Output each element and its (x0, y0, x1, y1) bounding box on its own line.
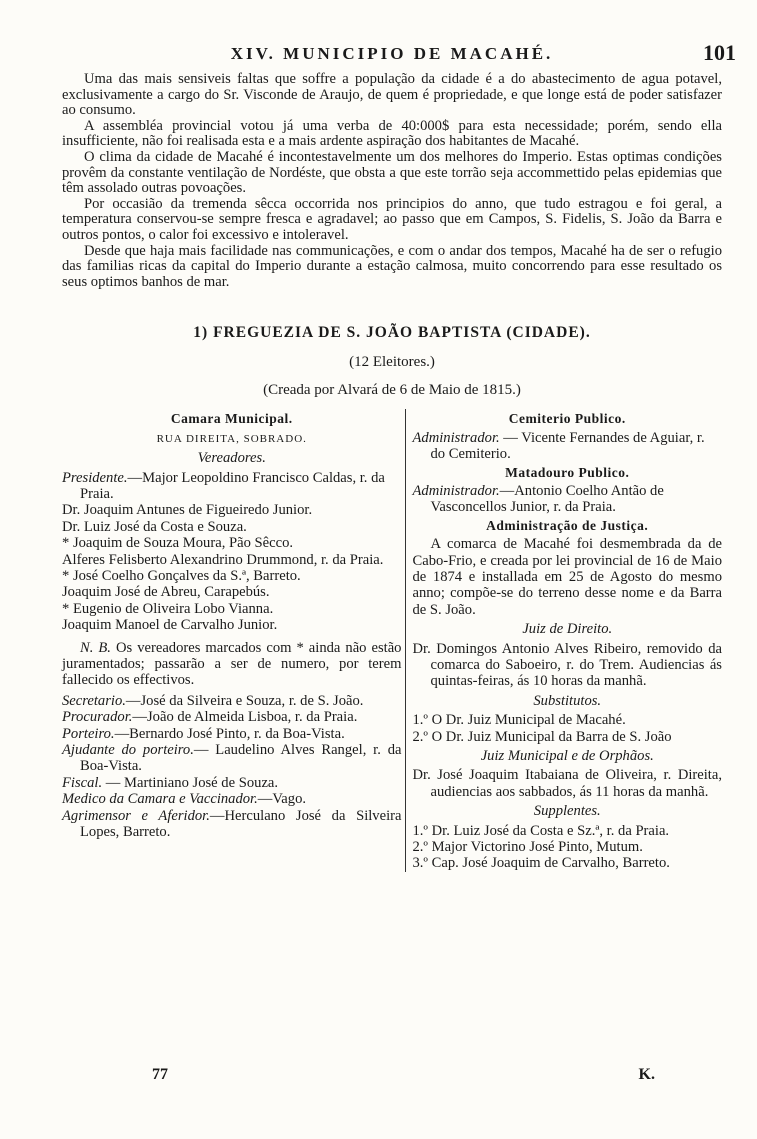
supplente-entry: 1.º Dr. Luiz José da Costa e Sz.ª, r. da Praia. (412, 822, 670, 839)
cemiterio-entry (412, 430, 722, 463)
cemiterio-text: — Vicente Fernandes de Aguiar, r. do Cemiterio. (430, 429, 705, 463)
presidente-name: —Major Leopoldino Francisco Caldas, r. da Praia. (80, 469, 385, 502)
intro-paragraph: Uma das mais sensiveis faltas que soffre a população da cidade é a do abastecimento de agua potavel, exclusivamente a cargo do Sr. Visconde de Araujo, de quem é propriedade, e que longe está de poder satisfazer ao consumo. (62, 71, 722, 119)
document-page (62, 38, 736, 872)
officer-entry (62, 775, 401, 791)
officer-text: — Laudelino Alves Rangel, r. da Boa-Vista. (80, 742, 402, 775)
nb-label: N. B. (80, 639, 111, 656)
substituto-entry: 1.º O Dr. Juiz Municipal de Macahé. (412, 712, 626, 729)
officer-text: —José da Silveira e Souza, r. de S. João. (125, 692, 364, 709)
section-title: 1) FREGUEZIA DE S. JOÃO BAPTISTA (CIDADE). (193, 324, 591, 342)
juiz-municipal-heading: Juiz Municipal e de Orphãos. (480, 748, 654, 765)
section-electors: (12 Eleitores.) (349, 354, 435, 371)
matadouro-entry (412, 483, 722, 516)
officer-role: Agrimensor e Aferidor. (62, 807, 210, 824)
intro-paragraph: O clima da cidade de Macahé é incontestavelmente um dos melhores do Imperio. Estas optimas condições provêm da constante ventilação de Nordéste, que obsta a que este torrão seja accommettido pelas epidemias que têm assolado outras povoações. (62, 148, 722, 197)
presidente-entry (62, 470, 401, 503)
justica-text: A comarca de Macahé foi desmembrada da de Cabo-Frio, e creada por lei provincial de 16 de Maio de 1874 e installada em 25 de Agosto do mesmo anno; compõe-se do terreno desse nome e da Barra de S. João. (412, 536, 722, 618)
officer-text: —João de Almeida Lisboa, r. da Praia. (132, 709, 358, 726)
page-title: XIV. MUNICIPIO DE MACAHÉ. (230, 44, 554, 63)
camara-heading: Camara Municipal. (170, 411, 293, 427)
officer-text: —Vago. (257, 791, 307, 808)
justica-heading: Administração de Justiça. (486, 517, 649, 533)
officer-entry (62, 726, 401, 742)
nb-note (62, 640, 401, 689)
printer-mark: K. (638, 1066, 655, 1083)
section-created: (Creada por Alvará de 6 de Maio de 1815.) (263, 382, 521, 399)
officer-entry (62, 693, 401, 709)
matadouro-role: Administrador. (412, 482, 500, 499)
presidente-role: Presidente. (62, 469, 128, 486)
officer-text: — Martiniano José de Souza. (102, 774, 279, 791)
officer-role: Fiscal. (62, 774, 103, 791)
vereador-entry: * Joaquim de Souza Moura, Pão Sêcco. (62, 535, 294, 552)
officer-role: Procurador. (62, 709, 133, 726)
officer-role: Ajudante do porteiro. (62, 742, 194, 759)
vereadores-heading: Vereadores. (197, 450, 266, 467)
page-header (62, 38, 736, 72)
intro-paragraph: Por occasião da tremenda sêcca occorrida nos principios do anno, que tudo estragou e foi geral, a temperatura conservou-se sempre fresca e agradavel; ao passo que em Campos, S. Fidelis, S. João da Barra e outros pontos, o calor foi excessivo e intoleravel. (62, 195, 722, 243)
officer-role: Porteiro. (62, 725, 115, 742)
cemiterio-heading: Cemiterio Publico. (508, 411, 626, 427)
officer-entry (62, 709, 401, 725)
vereador-entry: Alferes Felisberto Alexandrino Drummond, r. da Praia. (62, 551, 384, 568)
intro-paragraph: A assembléa provincial votou já uma verba de 40:000$ para esta necessidade; porém, sendo ella insufficiente, não foi realisada esta e a mais ardente aspiração dos habitantes de Macahé. (62, 117, 722, 150)
juiz-direito-heading: Juiz de Direito. (522, 621, 613, 638)
left-column (62, 409, 406, 872)
juiz-direito-text: Dr. Domingos Antonio Alves Ribeiro, removido da comarca do Saboeiro, r. do Trem. Audiencias ás quintas-feiras, ás 10 horas da manhã. (412, 640, 722, 690)
intro-paragraph: Desde que haja mais facilidade nas communicações, e com o andar dos tempos, Macahé ha de ser o refugio das familias ricas da capital do Imperio durante a estação calmosa, muito concorrendo para esse resultado os seus optimos banhos de mar. (62, 242, 722, 290)
matadouro-heading: Matadouro Publico. (505, 464, 630, 480)
substitutos-heading: Substitutos. (533, 692, 602, 709)
nb-text: Os vereadores marcados com * ainda não estão juramentados; passarão a ser de numero, por terem fallecido os effectivos. (62, 639, 402, 689)
vereador-entry: * José Coelho Gonçalves da S.ª, Barreto. (62, 567, 301, 584)
vereador-entry: * Eugenio de Oliveira Lobo Vianna. (62, 600, 274, 617)
officer-text: —Bernardo José Pinto, r. da Boa-Vista. (114, 725, 345, 742)
signature-number: 77 (152, 1066, 168, 1083)
vereador-entry: Dr. Luiz José da Costa e Souza. (62, 518, 247, 535)
matadouro-text: —Antonio Coelho Antão de Vasconcellos Junior, r. da Praia. (430, 482, 664, 516)
cemiterio-role: Administrador. (412, 429, 500, 446)
vereador-entry: Joaquim Manoel de Carvalho Junior. (62, 617, 278, 634)
juiz-municipal-text: Dr. José Joaquim Itabaiana de Oliveira, r. Direita, audiencias aos sabbados, ás 11 horas da manhã. (412, 767, 722, 800)
page-number: 101 (703, 40, 736, 65)
officer-entry (62, 742, 401, 775)
supplentes-heading: Supplentes. (533, 803, 601, 820)
officer-role: Medico da Camara e Vaccinador. (62, 791, 258, 808)
vereador-entry: Joaquim José de Abreu, Carapebús. (62, 584, 270, 601)
supplente-entry: 3.º Cap. José Joaquim de Carvalho, Barreto. (412, 855, 670, 872)
officer-text: —Herculano José da Silveira Lopes, Barreto. (80, 807, 402, 841)
substituto-entry: 2.º O Dr. Juiz Municipal da Barra de S. João (412, 728, 672, 745)
officer-role: Secretario. (62, 692, 126, 709)
camara-address: RUA DIREITA, SOBRADO. (156, 432, 307, 445)
right-column (406, 409, 722, 872)
intro-text (62, 72, 722, 290)
officer-entry (62, 791, 401, 807)
two-column-body (62, 409, 722, 872)
officer-entry (62, 808, 401, 841)
supplente-entry: 2.º Major Victorino José Pinto, Mutum. (412, 839, 643, 856)
vereador-entry: Dr. Joaquim Antunes de Figueiredo Junior. (62, 502, 313, 519)
